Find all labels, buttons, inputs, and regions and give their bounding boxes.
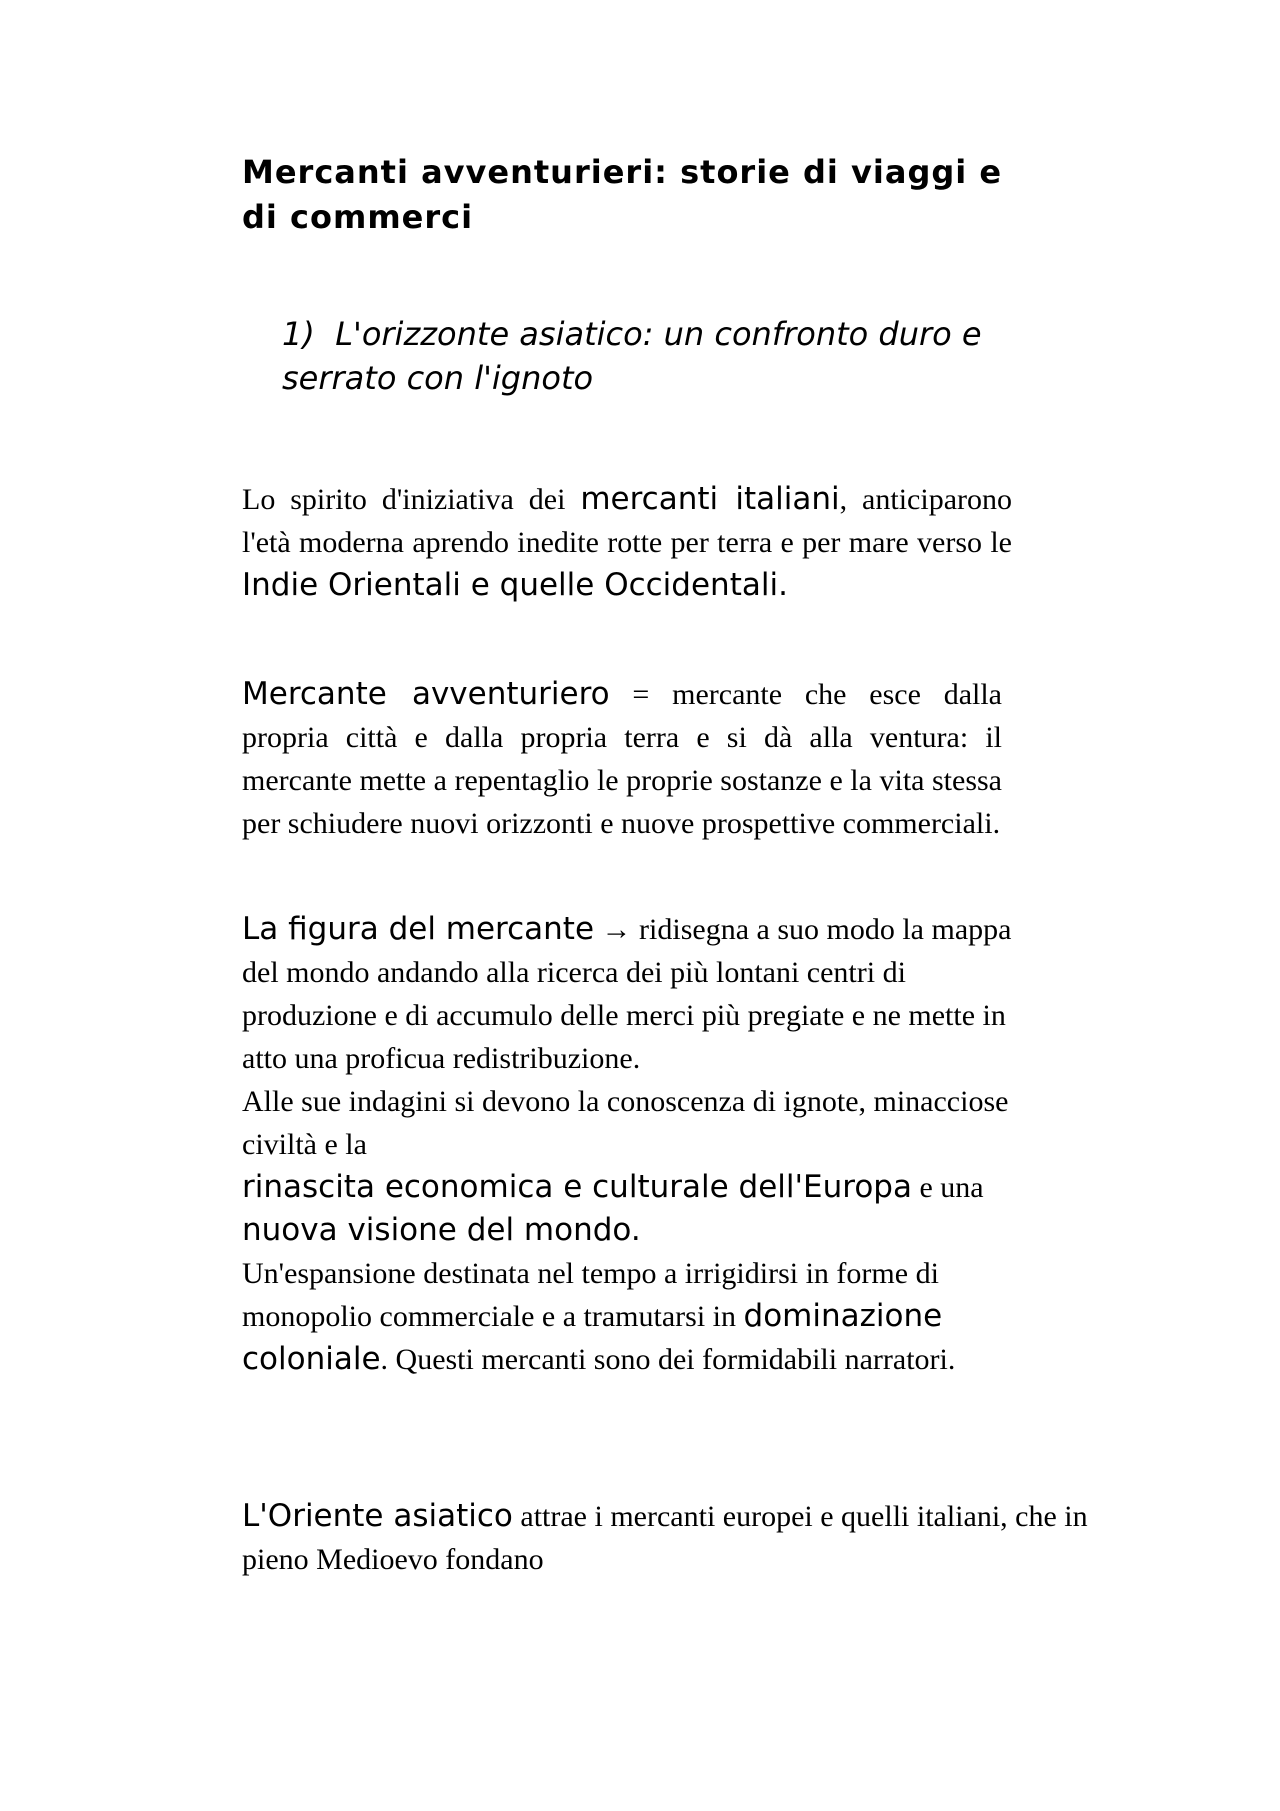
- section-heading: [282, 312, 1042, 400]
- paragraph-4-highlight-1: L'Oriente asiatico: [242, 1498, 513, 1534]
- document-page: [242, 150, 1088, 1576]
- document-title: Mercanti avventurieri: storie di viaggi e di commerci: [242, 153, 1003, 236]
- paragraph-1-text-3: .: [778, 567, 788, 603]
- paragraph-1-highlight-2: Indie Orientali e quelle Occidentali: [242, 567, 779, 603]
- paragraph-2-highlight-1: Mercante avventuriero: [242, 676, 610, 712]
- paragraph-3-text-4: .: [630, 1212, 641, 1248]
- paragraph-1-text-2: , anticiparono l'età moderna aprendo inedite rotte per terra e per mare verso le: [242, 483, 1012, 559]
- paragraph-4: [242, 1495, 1122, 1581]
- paragraph-3-highlight-4: dominazione coloniale: [242, 1298, 943, 1377]
- paragraph-1-text-1: Lo spirito d'iniziativa dei: [242, 483, 581, 516]
- paragraph-1-highlight-1: mercanti italiani: [580, 481, 840, 517]
- paragraph-2: [242, 673, 1002, 845]
- paragraph-3-highlight-1: La figura del mercante: [242, 911, 595, 947]
- paragraph-3-highlight-3: nuova visione del mondo: [242, 1212, 631, 1248]
- paragraph-3-text-6: . Questi mercanti sono dei formidabili narratori.: [380, 1343, 956, 1376]
- paragraph-1: [242, 478, 1012, 607]
- paragraph-3-text-5: Un'espansione destinata nel tempo a irrigidirsi in forme di monopolio commerciale e a tramutarsi in: [242, 1257, 939, 1333]
- paragraph-3: [242, 908, 1032, 1381]
- paragraph-3-text-3: e una: [911, 1171, 984, 1204]
- paragraph-3-text-2: Alle sue indagini si devono la conoscenza di ignote, minacciose civiltà e la: [242, 1085, 1009, 1161]
- paragraph-2-text-1: = mercante che esce dalla propria città e dalla propria terra e si dà alla ventura: il mercante mette a repentaglio le proprie sostanze e la vita stessa per schiudere nuovi orizzonti e nuove prospettive commerciali.: [242, 678, 1002, 840]
- section-heading-text: L'orizzonte asiatico: un confronto duro e serrato con l'ignoto: [282, 315, 982, 397]
- section-number: 1): [282, 315, 315, 353]
- paragraph-4-text-1: attrae i mercanti europei e quelli italiani, che in pieno Medioevo fondano: [242, 1500, 1088, 1576]
- paragraph-3-highlight-2: rinascita economica e culturale dell'Europa: [242, 1169, 912, 1205]
- paragraph-3-text-1: → ridisegna a suo modo la mappa del mondo andando alla ricerca dei più lontani centri di produzione e di accumulo delle merci più pregiate e ne mette in atto una proficua redistribuzione.: [242, 913, 1012, 1075]
